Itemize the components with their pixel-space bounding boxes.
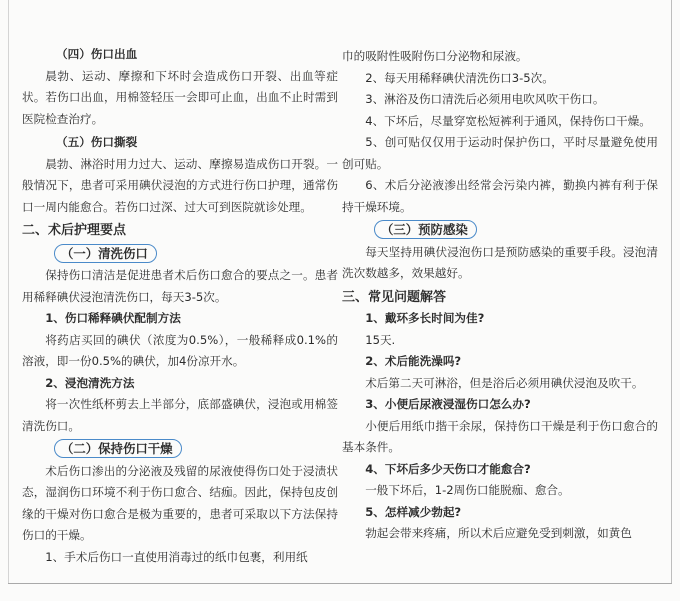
tab-label-prevent-infection: （三）预防感染 — [374, 220, 477, 239]
page-frame-right — [671, 0, 672, 584]
list-item-dry-2: 2、每天用稀释碘伏清洗伤口3-5次。 — [365, 70, 554, 85]
faq-answer-3: 小便后用纸巾揩干余尿，保持伤口干燥是利于伤口愈合的基本条件。 — [342, 418, 658, 454]
list-item-dry-3: 3、淋浴及伤口清洗后必须用电吹风吹干伤口。 — [365, 92, 605, 106]
list-item-dry-5: 5、创可贴仅仅用于运动时保护伤口，平时尽量避免使用创可贴。 — [342, 135, 658, 171]
list-item-dry-1-cont: 巾的吸附性吸附伤口分泌物和尿液。 — [342, 49, 528, 63]
subheading-dilution: 1、伤口稀释碘伏配制方法 — [45, 311, 181, 325]
paragraph-tear: 晨勃、淋浴时用力过大、运动、摩擦易造成伤口开裂。一般情况下，患者可采用碘伏浸泡的方式进行伤口护理，通常伤口一周内能愈合。若伤口过深、过大可到医院就诊处理。 — [22, 156, 338, 214]
faq-question-2: 2、术后能洗澡吗? — [365, 354, 462, 368]
tab-label-keep-dry: （二）保持伤口干燥 — [54, 439, 182, 458]
heading-postop-care: 二、术后护理要点 — [22, 223, 127, 238]
paragraph-soak: 将一次性纸杯剪去上半部分，底部盛碘伏，浸泡或用棉签清洗伤口。 — [22, 397, 338, 433]
section-title-bleeding: （四）伤口出血 — [56, 47, 138, 61]
list-item-dry-6: 6、术后分泌液渗出经常会污染内裤，勤换内裤有利于保持干燥环境。 — [342, 178, 658, 214]
faq-answer-5: 勃起会带来疼痛，所以术后应避免受到刺激，如黄色 — [365, 526, 632, 540]
faq-question-1: 1、戴环多长时间为佳? — [365, 311, 485, 325]
heading-faq: 三、常见问题解答 — [342, 289, 447, 305]
paragraph-dilution: 将药店买回的碘伏（浓度为0.5%），一般稀释成0.1%的溶液，即一份0.5%的碘伏，加4份凉开水。 — [22, 332, 338, 368]
right-column — [342, 0, 658, 545]
tab-label-clean-wound: （一）清洗伤口 — [54, 244, 157, 263]
faq-question-5: 5、怎样减少勃起? — [365, 504, 462, 519]
section-title-tear: （五）伤口撕裂 — [56, 135, 138, 149]
faq-question-3: 3、小便后尿液浸湿伤口怎么办? — [365, 397, 531, 411]
paragraph-keep-dry: 术后伤口渗出的分泌液及残留的尿液使得伤口处于浸渍状态，湿润伤口环境不利于伤口愈合、结痂。因此，保持包皮创缘的干燥对伤口愈合是极为重要的，患者可采取以下方法保持伤口的干燥。 — [22, 463, 338, 542]
faq-answer-2: 术后第二天可淋浴，但是浴后必须用碘伏浸泡及吹干。 — [365, 375, 644, 390]
faq-answer-4: 一般下坏后，1-2周伤口能脱痂、愈合。 — [365, 483, 570, 497]
left-column — [22, 0, 338, 568]
paragraph-prevent-infection: 每天坚持用碘伏浸泡伤口是预防感染的重要手段。浸泡清洗次数越多，效果越好。 — [342, 244, 658, 280]
list-item-dry-1: 1、手术后伤口一直使用消毒过的纸巾包裹，利用纸 — [45, 549, 308, 564]
paragraph-clean-wound: 保持伤口清洁是促进患者术后伤口愈合的要点之一。患者用稀释碘伏浸泡清洗伤口，每天3-5次。 — [22, 268, 338, 304]
subheading-soak: 2、浸泡清洗方法 — [45, 375, 135, 390]
paragraph-bleeding: 晨勃、运动、摩擦和下坏时会造成伤口开裂、出血等症状。若伤口出血，用棉签轻压一会即可止血，出血不止时需到医院检查治疗。 — [22, 68, 338, 126]
list-item-dry-4: 4、下坏后，尽量穿宽松短裤利于通风，保持伤口干燥。 — [365, 113, 651, 128]
faq-answer-1: 15天. — [365, 332, 396, 347]
page-frame-bottom — [8, 583, 672, 584]
faq-question-4: 4、下坏后多少天伤口才能愈合? — [365, 461, 531, 476]
page-frame-left — [8, 0, 9, 584]
